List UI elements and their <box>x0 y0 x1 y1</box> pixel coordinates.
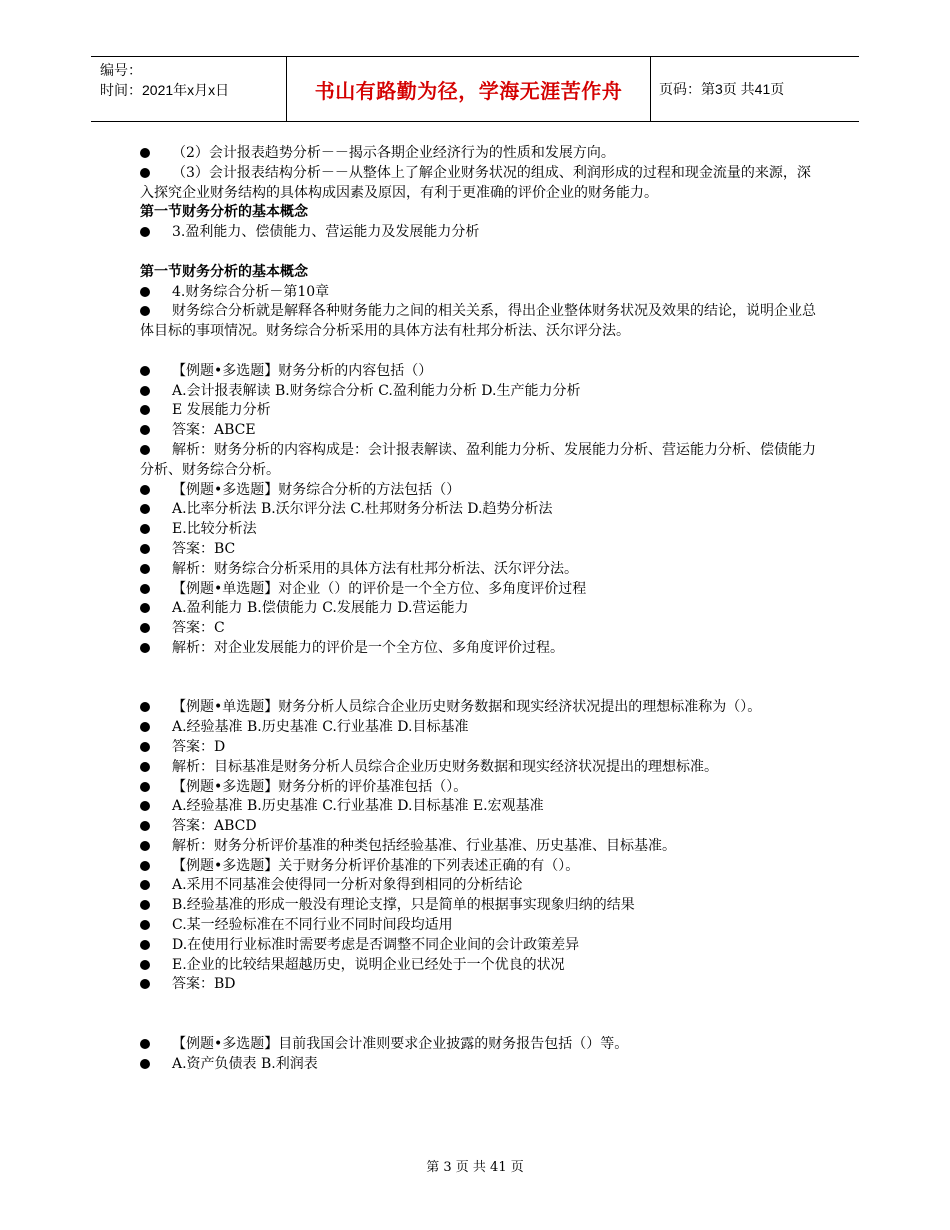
bullet-item <box>140 164 816 204</box>
bullet-dot-icon <box>140 564 150 574</box>
bullet-text: 【例题•多选题】财务综合分析的方法包括（） <box>172 481 461 498</box>
bullet-item <box>140 817 816 837</box>
bullet-item <box>140 401 816 421</box>
bullet-dot-icon <box>140 960 150 970</box>
bullet-dot-icon <box>140 782 150 792</box>
page-footer: 第 3 页 共 41 页 <box>426 1160 524 1175</box>
bullet-text: 【例题•多选题】目前我国会计准则要求企业披露的财务报告包括（）等。 <box>172 1035 629 1052</box>
bullet-dot-icon <box>140 841 150 851</box>
bullet-text: 答案：ABCE <box>172 422 256 439</box>
bullet-item <box>140 876 816 896</box>
bullet-text: 【例题•多选题】财务分析的评价基准包括（）。 <box>172 778 468 795</box>
bullet-dot-icon <box>140 485 150 495</box>
bullet-text: 答案：BD <box>172 976 236 993</box>
bullet-text: 答案：D <box>172 738 226 755</box>
bullet-text: E.比较分析法 <box>172 521 257 538</box>
bullet-dot-icon <box>140 643 150 653</box>
bullet-text: 解析：财务分析的内容构成是：会计报表解读、盈利能力分析、发展能力分析、营运能力分析、偿债能力分析、财务综合分析。 <box>140 441 816 478</box>
bullet-item <box>140 916 816 936</box>
blank-line <box>140 342 816 362</box>
bullet-item <box>140 1035 816 1055</box>
header-time-label: 时间：2021年x月x日 <box>100 82 230 98</box>
bullet-item <box>140 283 816 303</box>
bullet-dot-icon <box>140 940 150 950</box>
bullet-text: 【例题•单选题】对企业（）的评价是一个全方位、多角度评价过程 <box>172 580 587 597</box>
bullet-dot-icon <box>140 168 150 178</box>
bullet-item <box>140 698 816 718</box>
bullet-item <box>140 540 816 560</box>
bullet-text: A.采用不同基准会使得同一分析对象得到相同的分析结论 <box>172 877 523 894</box>
header-motto: 书山有路勤为径，学海无涯苦作舟 <box>314 78 623 103</box>
bullet-item <box>140 599 816 619</box>
bullet-item <box>140 223 816 243</box>
bullet-text: A.盈利能力 B.偿债能力 C.发展能力 D.营运能力 <box>172 600 469 617</box>
bullet-item <box>140 520 816 540</box>
header-meta <box>91 57 286 121</box>
bullet-item <box>140 936 816 956</box>
bullet-text: 3.盈利能力、偿债能力、营运能力及发展能力分析 <box>172 224 480 241</box>
bullet-text: A.经验基准 B.历史基准 C.行业基准 D.目标基准 <box>172 719 469 736</box>
bullet-text: 解析：目标基准是财务分析人员综合企业历史财务数据和现实经济状况提出的理想标准。 <box>172 758 718 775</box>
bullet-text: 答案：BC <box>172 540 236 557</box>
bullet-item <box>140 481 816 501</box>
bullet-dot-icon <box>140 287 150 297</box>
bullet-item <box>140 302 816 342</box>
blank-line <box>140 995 816 1035</box>
bullet-item <box>140 619 816 639</box>
bullet-item <box>140 144 816 164</box>
bullet-dot-icon <box>140 366 150 376</box>
bullet-item <box>140 639 816 659</box>
bullet-item <box>140 441 816 481</box>
bullet-text: A.资产负债表 B.利润表 <box>172 1055 318 1072</box>
bullet-text: 解析：财务综合分析采用的具体方法有杜邦分析法、沃尔评分法。 <box>172 560 578 577</box>
bullet-text: 答案：C <box>172 620 225 637</box>
bullet-text: C.某一经验标准在不同行业不同时间段均适用 <box>172 917 453 934</box>
bullet-dot-icon <box>140 584 150 594</box>
bullet-item <box>140 758 816 778</box>
bullet-text: 【例题•多选题】财务分析的内容包括（） <box>172 362 433 379</box>
bullet-item <box>140 560 816 580</box>
header-page-cell <box>651 57 859 121</box>
blank-line <box>140 659 816 699</box>
bullet-item <box>140 738 816 758</box>
bullet-text: 答案：ABCD <box>172 818 257 835</box>
bullet-dot-icon <box>140 861 150 871</box>
header-number-label: 编号： <box>100 62 142 78</box>
bullet-item <box>140 421 816 441</box>
bullet-text: 解析：对企业发展能力的评价是一个全方位、多角度评价过程。 <box>172 639 564 656</box>
bullet-dot-icon <box>140 742 150 752</box>
bullet-item <box>140 362 816 382</box>
bullet-item <box>140 500 816 520</box>
bullet-text: 4.财务综合分析－第10章 <box>172 283 330 300</box>
header-motto-cell <box>286 57 651 121</box>
bullet-text: 【例题•单选题】财务分析人员综合企业历史财务数据和现实经济状况提出的理想标准称为（）。 <box>172 699 762 716</box>
bullet-text: A.会计报表解读 B.财务综合分析 C.盈利能力分析 D.生产能力分析 <box>172 382 581 399</box>
bullet-item <box>140 778 816 798</box>
bullet-item <box>140 382 816 402</box>
bullet-text: 【例题•多选题】关于财务分析评价基准的下列表述正确的有（）。 <box>172 857 580 874</box>
bullet-text: B.经验基准的形成一般没有理论支撑，只是简单的根据事实现象归纳的结果 <box>172 897 635 914</box>
bullet-dot-icon <box>140 1039 150 1049</box>
section-heading: 第一节财务分析的基本概念 <box>140 204 308 221</box>
page-header <box>91 56 859 122</box>
section-heading: 第一节财务分析的基本概念 <box>140 263 308 280</box>
bullet-text: A.经验基准 B.历史基准 C.行业基准 D.目标基准 E.宏观基准 <box>172 798 544 815</box>
bullet-item <box>140 718 816 738</box>
bullet-text: E.企业的比较结果超越历史，说明企业已经处于一个优良的状况 <box>172 956 565 973</box>
bullet-item <box>140 956 816 976</box>
bullet-dot-icon <box>140 762 150 772</box>
bullet-item <box>140 580 816 600</box>
bullet-text: 财务综合分析就是解释各种财务能力之间的相关关系，得出企业整体财务状况及效果的结论，说明企业总体目标的事项情况。财务综合分析采用的具体方法有杜邦分析法、沃尔评分法。 <box>140 303 816 340</box>
bullet-dot-icon <box>140 445 150 455</box>
bullet-item <box>140 797 816 817</box>
bullet-text: 解析：财务分析评价基准的种类包括经验基准、行业基准、历史基准、目标基准。 <box>172 837 676 854</box>
document-body <box>140 144 816 1074</box>
bullet-dot-icon <box>140 148 150 158</box>
bullet-item <box>140 837 816 857</box>
bullet-dot-icon <box>140 544 150 554</box>
bullet-text: D.在使用行业标准时需要考虑是否调整不同企业间的会计政策差异 <box>172 936 580 953</box>
bullet-dot-icon <box>140 386 150 396</box>
bullet-text: E 发展能力分析 <box>172 402 271 419</box>
bullet-item <box>140 896 816 916</box>
bullet-item <box>140 857 816 877</box>
bullet-text: （3）会计报表结构分析－－从整体上了解企业财务状况的组成、利润形成的过程和现金流量的来源，深入探究企业财务结构的具体构成因素及原因，有利于更准确的评价企业的财务能力。 <box>140 164 811 201</box>
bullet-text: A.比率分析法 B.沃尔评分法 C.杜邦财务分析法 D.趋势分析法 <box>172 501 553 518</box>
blank-line <box>140 243 816 263</box>
header-page-label: 页码：第3页 共41页 <box>659 81 785 97</box>
bullet-text: （2）会计报表趋势分析－－揭示各期企业经济行为的性质和发展方向。 <box>172 145 615 161</box>
bullet-dot-icon <box>140 1059 150 1069</box>
bullet-item <box>140 1055 816 1075</box>
bullet-item <box>140 975 816 995</box>
